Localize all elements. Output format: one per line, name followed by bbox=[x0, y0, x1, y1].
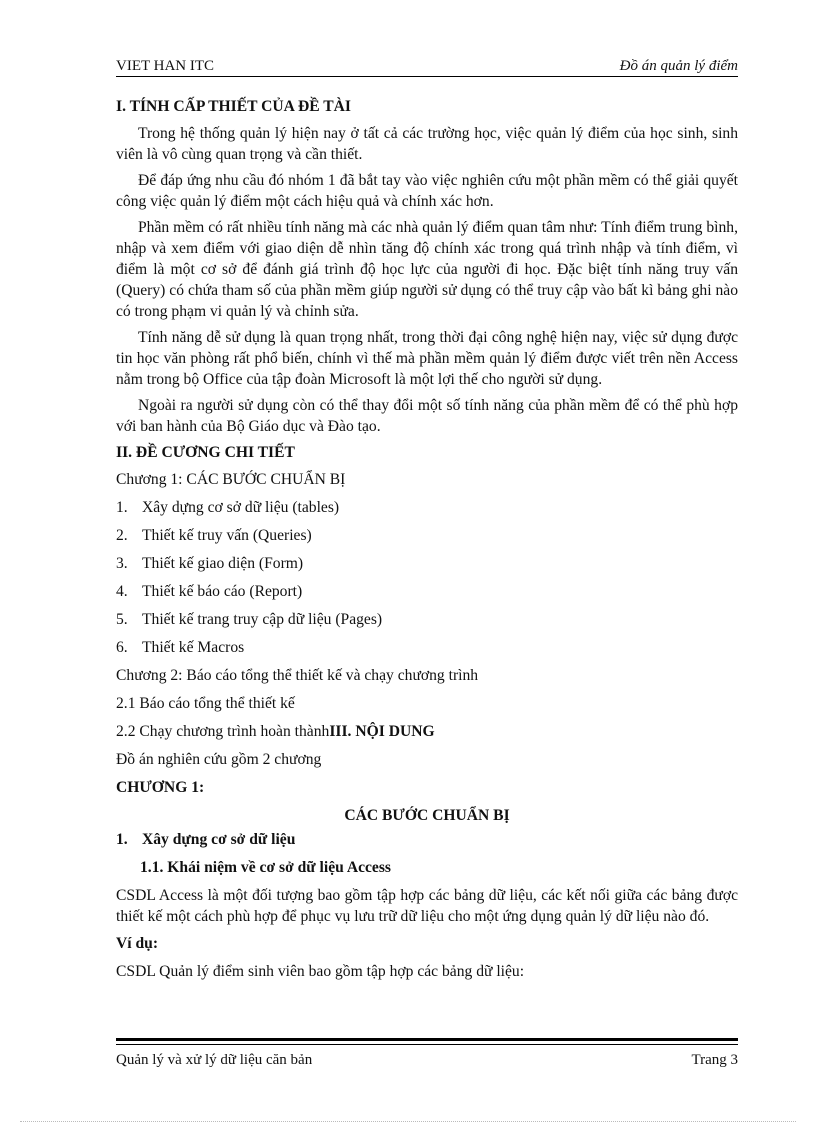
heading-1-1: 1.1. Khái niệm về cơ sở dữ liệu Access bbox=[140, 859, 391, 876]
outline-sub-1: 2.1 Báo cáo tổng thể thiết kế bbox=[116, 695, 295, 712]
chapter-label: CHƯƠNG 1: bbox=[116, 779, 205, 796]
footer-divider-thin bbox=[116, 1044, 738, 1045]
page-number: Trang 3 bbox=[691, 1052, 738, 1068]
header-divider bbox=[116, 76, 738, 77]
outline-item: 1. Xây dựng cơ sở dữ liệu (tables) bbox=[116, 499, 340, 516]
outline-chapter-1: Chương 1: CÁC BƯỚC CHUẨN BỊ bbox=[116, 471, 346, 488]
section-1-paragraph-5: Ngoài ra người sử dụng còn có thể thay đổi một số tính năng của phần mềm để có thể phù hợp với ban hành của Bộ Giáo dục và Đào tạo. bbox=[116, 397, 738, 435]
content-summary: Đồ án nghiên cứu gồm 2 chương bbox=[116, 751, 322, 768]
outline-chapter-2: Chương 2: Báo cáo tổng thể thiết kế và chạy chương trình bbox=[116, 667, 479, 684]
section-3-title: III. NỘI DUNG bbox=[329, 723, 435, 740]
outline-item: 5. Thiết kế trang truy cập dữ liệu (Pages) bbox=[116, 611, 383, 628]
page-boundary bbox=[20, 1121, 796, 1122]
outline-item: 6. Thiết kế Macros bbox=[116, 639, 245, 656]
chapter-title: CÁC BƯỚC CHUẨN BỊ bbox=[344, 807, 510, 824]
document-body bbox=[116, 96, 738, 989]
footer-left-text: Quản lý và xử lý dữ liệu căn bản bbox=[116, 1052, 313, 1068]
header-right-text: Đồ án quản lý điểm bbox=[619, 58, 738, 74]
heading-1: 1. Xây dựng cơ sở dữ liệu bbox=[116, 831, 296, 848]
outline-item: 4. Thiết kế báo cáo (Report) bbox=[116, 583, 303, 600]
outline-item: 3. Thiết kế giao diện (Form) bbox=[116, 555, 304, 572]
section-1-paragraph-1: Trong hệ thống quản lý hiện nay ở tất cả các trường học, việc quản lý điểm của học sinh, sinh viên là vô cùng quan trọng và cần thiết. bbox=[116, 125, 738, 163]
section-1-paragraph-3: Phần mềm có rất nhiều tính năng mà các nhà quản lý điểm quan tâm như: Tính điểm trung bình, nhập và xem điểm với giao diện dễ nhìn tăng độ chính xác trong quá trình nhập và tính điểm, vì điểm là một cơ sở để đánh giá trình độ học lực của người đi học. Đặc biệt tính năng truy vấn (Query) có chứa tham số của phần mềm giúp người sử dụng có thể truy cập vào bất kì bảng ghi nào có trong phạm vi quản lý và chỉnh sửa. bbox=[116, 219, 738, 320]
outline-item: 2. Thiết kế truy vấn (Queries) bbox=[116, 527, 312, 544]
section-2-title: II. ĐỀ CƯƠNG CHI TIẾT bbox=[116, 444, 295, 461]
access-definition-paragraph: CSDL Access là một đối tượng bao gồm tập hợp các bảng dữ liệu, các kết nối giữa các bảng được thiết kế một cách phù hợp để phục vụ lưu trữ dữ liệu cho một ứng dụng quản lý dữ liệu nào đó. bbox=[116, 887, 738, 925]
example-label: Ví dụ: bbox=[116, 935, 159, 952]
footer-divider-thick bbox=[116, 1038, 738, 1041]
example-text: CSDL Quản lý điểm sinh viên bao gồm tập hợp các bảng dữ liệu: bbox=[116, 963, 525, 980]
header-left-text: VIET HAN ITC bbox=[116, 58, 215, 74]
section-1-paragraph-4: Tính năng dễ sử dụng là quan trọng nhất, trong thời đại công nghệ hiện nay, việc sử dụng được tin học văn phòng rất phổ biến, chính vì thế mà phần mềm quản lý điểm được viết trên nền Access nằm trong bộ Office của tập đoàn Microsoft là một lợi thế cho người sử dụng. bbox=[116, 329, 738, 388]
outline-sub-2: 2.2 Chạy chương trình hoàn thànhIII. NỘI DUNG bbox=[116, 723, 435, 740]
section-1-title: I. TÍNH CẤP THIẾT CỦA ĐỀ TÀI bbox=[116, 98, 351, 115]
section-1-paragraph-2: Để đáp ứng nhu cầu đó nhóm 1 đã bắt tay vào việc nghiên cứu một phần mềm có thể giải quyết công việc quản lý điểm một cách hiệu quả và chính xác hơn. bbox=[116, 172, 738, 210]
